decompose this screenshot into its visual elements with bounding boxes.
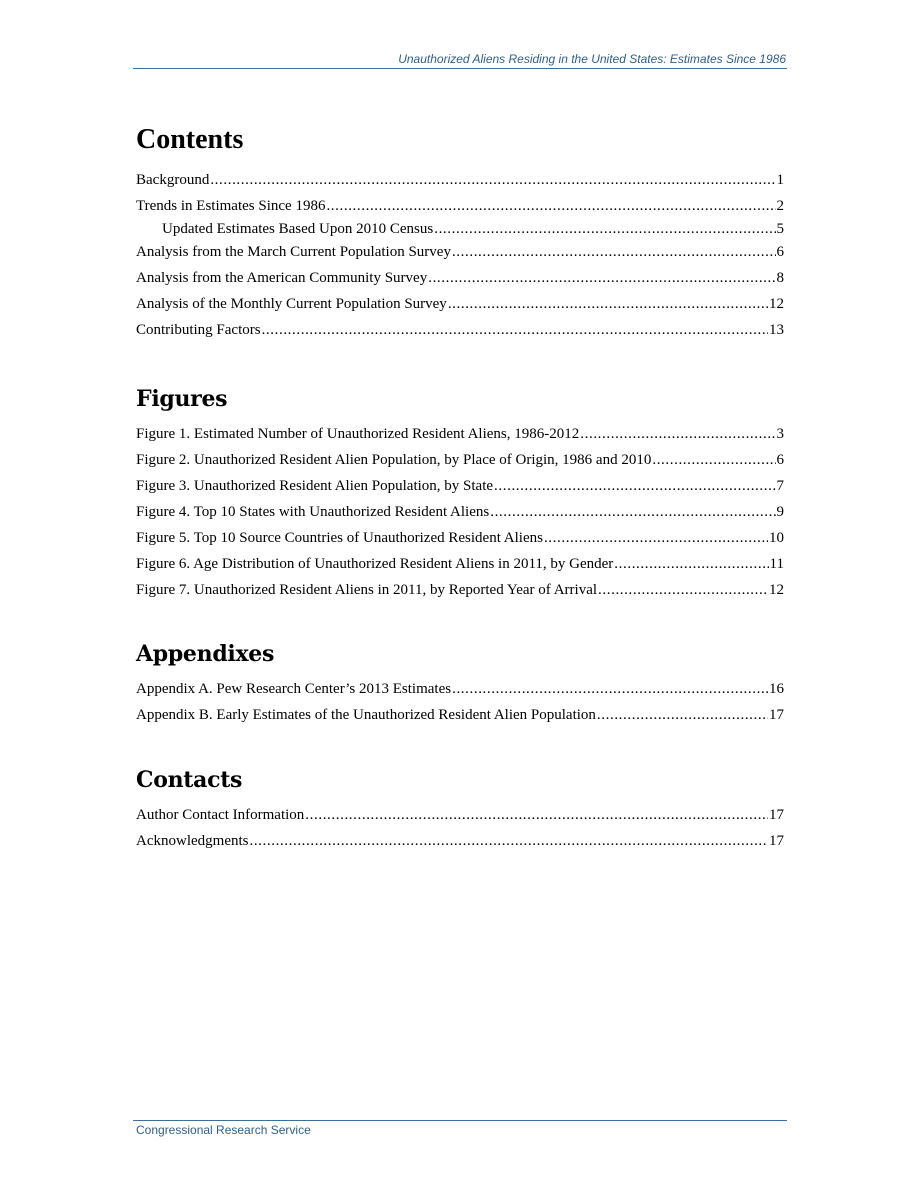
toc-entry-label: Appendix B. Early Estimates of the Unauthorized Resident Alien Population [136, 707, 596, 723]
toc-entry-label: Figure 6. Age Distribution of Unauthorized Resident Aliens in 2011, by Gender [136, 556, 614, 572]
toc-entry-figure-6[interactable] [136, 555, 784, 573]
toc-entry-page: 11 [769, 556, 784, 572]
toc-entry-appendix-b[interactable] [136, 706, 784, 724]
figures-section [136, 386, 784, 599]
toc-entry-label: Contributing Factors [136, 322, 261, 338]
dot-leader [305, 806, 768, 824]
toc-entry-page: 17 [769, 707, 784, 723]
header-rule [133, 68, 787, 69]
figures-title: Figures [136, 386, 228, 412]
dot-leader [249, 832, 768, 850]
toc-entry-updated-estimates[interactable] [136, 220, 784, 238]
toc-entry-monthly-cps[interactable] [136, 295, 784, 313]
toc-entry-figure-7[interactable] [136, 581, 784, 599]
dot-leader [494, 477, 775, 495]
dot-leader [210, 171, 775, 189]
toc-entry-page: 17 [769, 807, 784, 823]
contents-title: Contents [136, 124, 244, 155]
toc-entry-label: Background [136, 172, 210, 188]
toc-entry-page: 6 [776, 452, 784, 468]
toc-entry-label: Trends in Estimates Since 1986 [136, 198, 326, 214]
toc-entry-figure-4[interactable] [136, 503, 784, 521]
toc-entry-figure-1[interactable] [136, 425, 784, 443]
dot-leader [262, 321, 768, 339]
toc-entry-label: Analysis from the March Current Population Survey [136, 244, 451, 260]
footer-text: Congressional Research Service [136, 1123, 311, 1137]
toc-entry-page: 7 [776, 478, 784, 494]
footer-rule [133, 1120, 787, 1121]
toc-entry-figure-3[interactable] [136, 477, 784, 495]
dot-leader [452, 243, 776, 261]
toc-entry-page: 3 [776, 426, 784, 442]
dot-leader [598, 581, 768, 599]
toc-entry-page: 6 [776, 244, 784, 260]
toc-entry-page: 17 [769, 833, 784, 849]
dot-leader [452, 680, 768, 698]
toc-entry-label: Author Contact Information [136, 807, 305, 823]
running-header: Unauthorized Aliens Residing in the United States: Estimates Since 1986 [398, 52, 786, 66]
toc-entry-label: Analysis from the American Community Survey [136, 270, 428, 286]
toc-entry-label: Figure 5. Top 10 Source Countries of Unauthorized Resident Aliens [136, 530, 543, 546]
toc-entry-page: 12 [769, 296, 784, 312]
contents-list [136, 171, 784, 339]
toc-entry-label: Analysis of the Monthly Current Population Survey [136, 296, 447, 312]
toc-entry-page: 16 [769, 681, 784, 697]
toc-entry-background[interactable] [136, 171, 784, 189]
contacts-title: Contacts [136, 767, 243, 793]
toc-entry-march-cps[interactable] [136, 243, 784, 261]
dot-leader [326, 197, 775, 215]
dot-leader [490, 503, 775, 521]
toc-entry-label: Figure 2. Unauthorized Resident Alien Population, by Place of Origin, 1986 and 2010 [136, 452, 652, 468]
toc-entry-label: Figure 4. Top 10 States with Unauthorized Resident Aliens [136, 504, 490, 520]
toc-entry-label: Appendix A. Pew Research Center’s 2013 Estimates [136, 681, 452, 697]
toc-entry-page: 5 [776, 221, 784, 237]
appendixes-title: Appendixes [136, 641, 275, 667]
contacts-section [136, 767, 784, 850]
toc-entry-page: 2 [776, 198, 784, 214]
dot-leader [428, 269, 775, 287]
toc-entry-page: 13 [769, 322, 784, 338]
appendixes-section [136, 641, 784, 724]
dot-leader [597, 706, 768, 724]
toc-entry-contributing-factors[interactable] [136, 321, 784, 339]
toc-entry-appendix-a[interactable] [136, 680, 784, 698]
toc-entry-label: Figure 1. Estimated Number of Unauthorized Resident Aliens, 1986-2012 [136, 426, 580, 442]
dot-leader [434, 220, 775, 238]
toc-entry-acs[interactable] [136, 269, 784, 287]
dot-leader [614, 555, 768, 573]
toc-entry-label: Acknowledgments [136, 833, 249, 849]
toc-entry-page: 8 [776, 270, 784, 286]
toc-entry-page: 1 [776, 172, 784, 188]
toc-entry-trends[interactable] [136, 197, 784, 215]
toc-entry-page: 10 [769, 530, 784, 546]
toc-entry-author-contact[interactable] [136, 806, 784, 824]
toc-entry-label: Updated Estimates Based Upon 2010 Census [162, 221, 434, 237]
contacts-list [136, 806, 784, 850]
appendixes-list [136, 680, 784, 724]
toc-entry-acknowledgments[interactable] [136, 832, 784, 850]
dot-leader [580, 425, 775, 443]
toc-entry-figure-5[interactable] [136, 529, 784, 547]
toc-entry-page: 9 [776, 504, 784, 520]
dot-leader [652, 451, 775, 469]
toc-entry-label: Figure 3. Unauthorized Resident Alien Population, by State [136, 478, 494, 494]
dot-leader [544, 529, 768, 547]
toc-entry-label: Figure 7. Unauthorized Resident Aliens in 2011, by Reported Year of Arrival [136, 582, 598, 598]
figures-list [136, 425, 784, 599]
dot-leader [448, 295, 768, 313]
toc-entry-figure-2[interactable] [136, 451, 784, 469]
contents-section [136, 124, 784, 339]
toc-entry-page: 12 [769, 582, 784, 598]
